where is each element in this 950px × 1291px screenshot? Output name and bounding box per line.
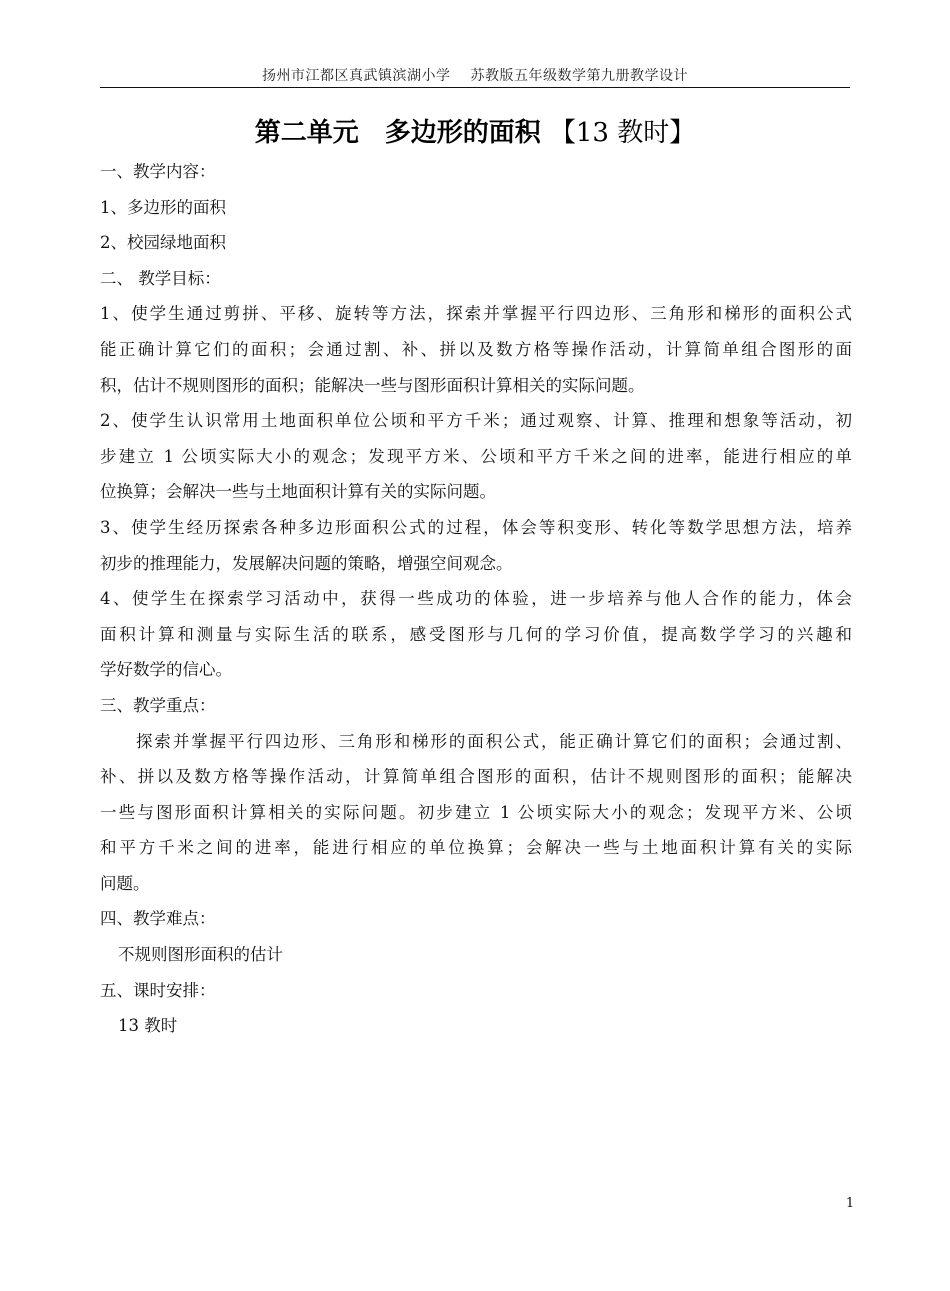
goal-1-line-2: 能正确计算它们的面积；会通过割、补、拼以及数方格等操作活动，计算简单组合图形的面 — [100, 339, 852, 359]
section-heading-schedule: 五、课时安排： — [100, 980, 216, 1000]
key-points-line-4: 和平方千米之间的进率，能进行相应的单位换算；会解决一些与土地面积计算有关的实际 — [100, 838, 852, 858]
document-body — [100, 154, 852, 1044]
goal-4-line-3: 学好数学的信心。 — [100, 660, 232, 680]
difficulty-text: 不规则图形面积的估计 — [118, 945, 283, 965]
goal-1-line-3: 积，估计不规则图形的面积；能解决一些与图形面积计算相关的实际问题。 — [100, 375, 645, 395]
key-points-line-1: 探索并掌握平行四边形、三角形和梯形的面积公式，能正确计算它们的面积；会通过割、 — [136, 731, 852, 751]
goal-2-line-3: 位换算；会解决一些与土地面积计算有关的实际问题。 — [100, 482, 496, 502]
goal-4-line-1: 4、使学生在探索学习活动中，获得一些成功的体验，进一步培养与他人合作的能力，体会 — [100, 589, 852, 609]
document-title — [100, 116, 850, 150]
goal-1-line-1: 1、使学生通过剪拼、平移、旋转等方法，探索并掌握平行四边形、三角形和梯形的面积公式 — [100, 304, 852, 324]
title-topic: 多边形的面积 — [384, 118, 541, 148]
schedule-text: 13 教时 — [118, 1016, 178, 1036]
header-rule — [100, 87, 850, 88]
section-heading-goals: 二、 教学目标： — [100, 268, 221, 288]
goal-2-line-1: 2、使学生认识常用土地面积单位公顷和平方千米；通过观察、计算、推理和想象等活动，初 — [100, 411, 852, 431]
key-points-line-5: 问题。 — [100, 873, 150, 893]
header-course: 苏教版五年级数学第九册教学设计 — [470, 68, 688, 84]
title-unit: 第二单元 — [254, 118, 359, 148]
key-points-line-2: 补、拼以及数方格等操作活动，计算简单组合图形的面积，估计不规则图形的面积；能解决 — [100, 767, 852, 787]
key-points-line-3: 一些与图形面积计算相关的实际问题。初步建立 1 公顷实际大小的观念；发现平方米、公顷 — [100, 802, 852, 822]
content-item-2: 2、校园绿地面积 — [100, 233, 226, 253]
content-item-1: 1、多边形的面积 — [100, 197, 226, 217]
page-number: 1 — [845, 1196, 855, 1211]
section-heading-content: 一、教学内容： — [100, 162, 216, 181]
goal-4-line-2: 面积计算和测量与实际生活的联系，感受图形与几何的学习价值，提高数学学习的兴趣和 — [100, 624, 852, 644]
goal-3-line-1: 3、使学生经历探索各种多边形面积公式的过程，体会等积变形、转化等数学思想方法，培养 — [100, 517, 852, 537]
title-hours: 【13 教时】 — [549, 118, 696, 148]
goal-3-line-2: 初步的推理能力，发展解决问题的策略，增强空间观念。 — [100, 553, 513, 573]
section-heading-key-points: 三、教学重点： — [100, 695, 216, 715]
goal-2-line-2: 步建立 1 公顷实际大小的观念；发现平方米、公顷和平方千米之间的进率，能进行相应的单 — [100, 446, 852, 466]
section-heading-difficulties: 四、教学难点： — [100, 909, 216, 929]
header-school: 扬州市江都区真武镇滨湖小学 — [262, 68, 451, 84]
page-header — [100, 66, 850, 88]
